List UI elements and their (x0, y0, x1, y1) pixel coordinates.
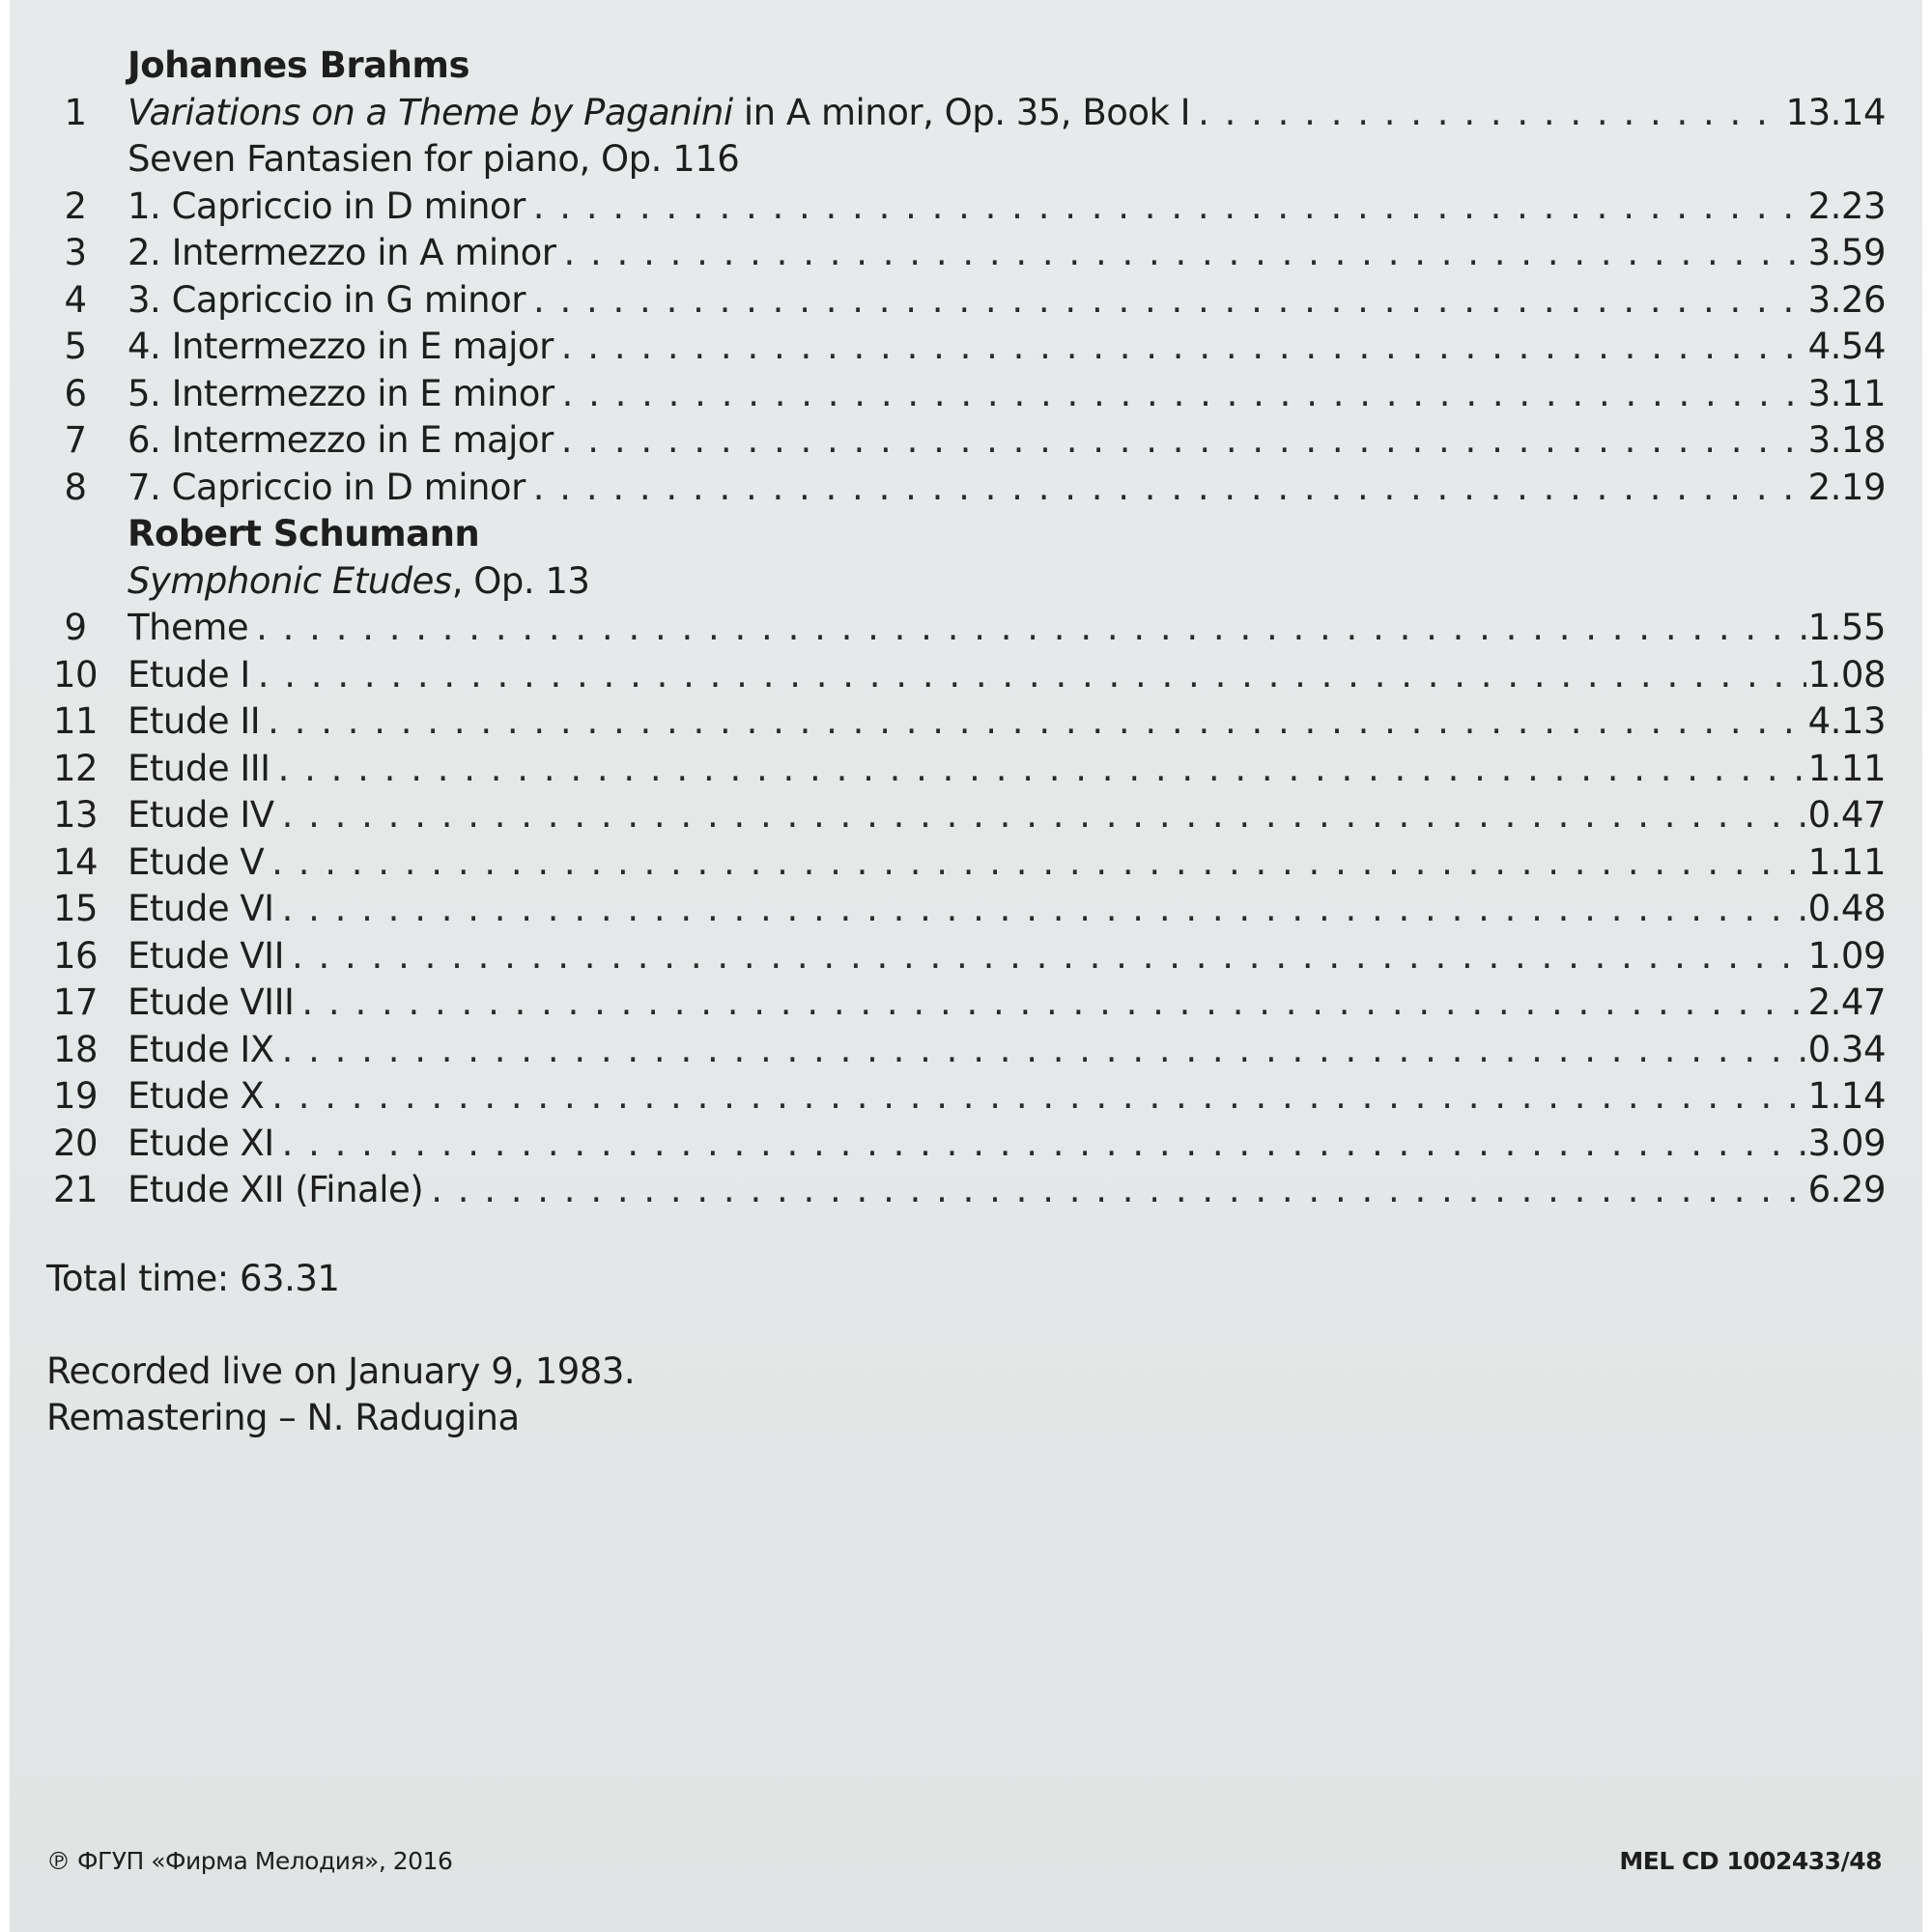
track-number: 10 (52, 653, 99, 696)
catalog-number: MEL CD 1002433/48 (1619, 1847, 1882, 1875)
track-duration: 4.54 (1807, 326, 1886, 367)
track-number: 4 (64, 278, 87, 321)
track-duration: 13.14 (1785, 91, 1886, 133)
track-number: 8 (64, 466, 87, 508)
track-title (128, 90, 1198, 137)
track-number: 17 (52, 981, 99, 1023)
track-number: 3 (64, 232, 87, 273)
track-number: 14 (52, 840, 99, 883)
track-row (10, 230, 1922, 277)
dot-leader (533, 184, 1806, 231)
track-number: 19 (52, 1075, 99, 1117)
track-duration: 1.09 (1807, 934, 1886, 977)
track-number: 11 (52, 700, 99, 742)
track-title: Theme (128, 607, 249, 648)
track-row (10, 886, 1922, 933)
track-row (10, 1167, 1922, 1214)
work-title-italic: Symphonic Etudes (128, 559, 452, 602)
track-number: 1 (64, 91, 87, 133)
track-title: 7. Capriccio in D minor (128, 466, 526, 508)
track-number: 16 (52, 934, 99, 977)
work-title: Seven Fantasien for piano, Op. 116 (128, 138, 740, 180)
dot-leader (561, 324, 1806, 371)
track-title: Etude IX (128, 1028, 274, 1070)
track-number: 9 (64, 607, 87, 648)
track-duration: 2.23 (1807, 185, 1886, 227)
dot-leader (282, 792, 1806, 839)
track-row (10, 1121, 1922, 1168)
track-title: 5. Intermezzo in E minor (128, 372, 554, 414)
track-duration: 3.18 (1807, 419, 1886, 461)
dot-leader (533, 277, 1806, 325)
track-row (10, 792, 1922, 839)
track-duration: 4.13 (1807, 700, 1886, 742)
track-number: 2 (64, 185, 87, 227)
dot-leader (278, 746, 1806, 793)
track-number: 6 (64, 372, 87, 414)
track-row (10, 371, 1922, 418)
track-number: 15 (52, 888, 99, 929)
track-row (10, 417, 1922, 465)
total-time: Total time: 63.31 (46, 1258, 340, 1299)
recording-note: Recorded live on January 9, 1983. (46, 1350, 636, 1392)
track-duration: 1.11 (1807, 747, 1886, 789)
track-duration: 3.09 (1807, 1122, 1886, 1164)
track-number: 12 (52, 747, 99, 789)
track-title: 1. Capriccio in D minor (128, 185, 526, 227)
dot-leader (533, 465, 1806, 512)
track-title: 3. Capriccio in G minor (128, 278, 526, 321)
track-row (10, 465, 1922, 512)
track-duration: 1.08 (1807, 653, 1886, 696)
track-title: 2. Intermezzo in A minor (128, 232, 556, 273)
track-title: Etude II (128, 700, 261, 742)
dot-leader (256, 605, 1805, 652)
dot-leader (561, 417, 1806, 465)
dot-leader (301, 980, 1805, 1027)
track-duration: 0.34 (1807, 1028, 1886, 1070)
booklet-page (10, 0, 1922, 1932)
work-title-italic: Variations on a Theme by Paganini (128, 91, 733, 133)
track-row (10, 839, 1922, 887)
dot-leader (268, 698, 1805, 746)
dot-leader (562, 371, 1806, 418)
track-row (10, 324, 1922, 371)
work-title-rest: , Op. 13 (451, 559, 590, 602)
track-duration: 0.47 (1807, 794, 1886, 836)
track-number: 5 (64, 326, 87, 367)
work-heading (10, 558, 1922, 606)
track-row (10, 698, 1922, 746)
composer-heading (10, 511, 1922, 558)
track-duration: 2.47 (1807, 981, 1886, 1023)
track-title: Etude IV (128, 794, 274, 836)
track-row (10, 605, 1922, 652)
dot-leader (271, 839, 1805, 887)
dot-leader (564, 230, 1806, 277)
track-title: Etude VI (128, 888, 274, 929)
track-duration: 3.26 (1807, 278, 1886, 321)
dot-leader (292, 933, 1806, 980)
track-title: Etude XI (128, 1122, 274, 1164)
work-heading (10, 136, 1922, 184)
composer-name: Johannes Brahms (128, 44, 470, 86)
track-title: Etude III (128, 747, 270, 789)
track-row (10, 980, 1922, 1027)
track-title: Etude I (128, 653, 250, 696)
track-row (10, 277, 1922, 325)
dot-leader (258, 652, 1806, 699)
track-number: 21 (52, 1169, 99, 1210)
track-duration: 1.11 (1807, 840, 1886, 883)
tracklist (10, 43, 1922, 1214)
dot-leader (282, 1027, 1806, 1074)
track-number: 20 (52, 1122, 99, 1164)
track-duration: 0.48 (1807, 888, 1886, 929)
remastering-credit: Remastering – N. Radugina (46, 1397, 520, 1438)
track-duration: 3.11 (1807, 372, 1886, 414)
copyright-line: ℗ ФГУП «Фирма Мелодия», 2016 (46, 1847, 453, 1875)
track-duration: 1.14 (1807, 1075, 1886, 1117)
track-row (10, 933, 1922, 980)
track-duration: 1.55 (1807, 607, 1886, 648)
dot-leader (1198, 90, 1783, 137)
track-title: Etude XII (Finale) (128, 1169, 424, 1210)
track-title: Etude V (128, 840, 265, 883)
dot-leader (431, 1167, 1805, 1214)
track-number: 7 (64, 419, 87, 461)
work-title (128, 558, 1922, 606)
track-number: 13 (52, 794, 99, 836)
dot-leader (282, 1121, 1806, 1168)
track-row (10, 652, 1922, 699)
composer-heading (10, 43, 1922, 90)
track-duration: 2.19 (1807, 466, 1886, 508)
track-number: 18 (52, 1028, 99, 1070)
track-title: 4. Intermezzo in E major (128, 326, 554, 367)
track-title: Etude VII (128, 934, 284, 977)
track-duration: 6.29 (1807, 1169, 1886, 1210)
track-row (10, 90, 1922, 137)
dot-leader (282, 886, 1806, 933)
track-duration: 3.59 (1807, 232, 1886, 273)
dot-leader (271, 1073, 1805, 1121)
track-row (10, 1027, 1922, 1074)
track-row (10, 184, 1922, 231)
composer-name: Robert Schumann (128, 513, 480, 554)
track-title: Etude VIII (128, 981, 295, 1023)
track-title: Etude X (128, 1075, 265, 1117)
work-title-rest: in A minor, Op. 35, Book I (732, 91, 1191, 133)
track-row (10, 1073, 1922, 1121)
track-title: 6. Intermezzo in E major (128, 419, 554, 461)
track-row (10, 746, 1922, 793)
